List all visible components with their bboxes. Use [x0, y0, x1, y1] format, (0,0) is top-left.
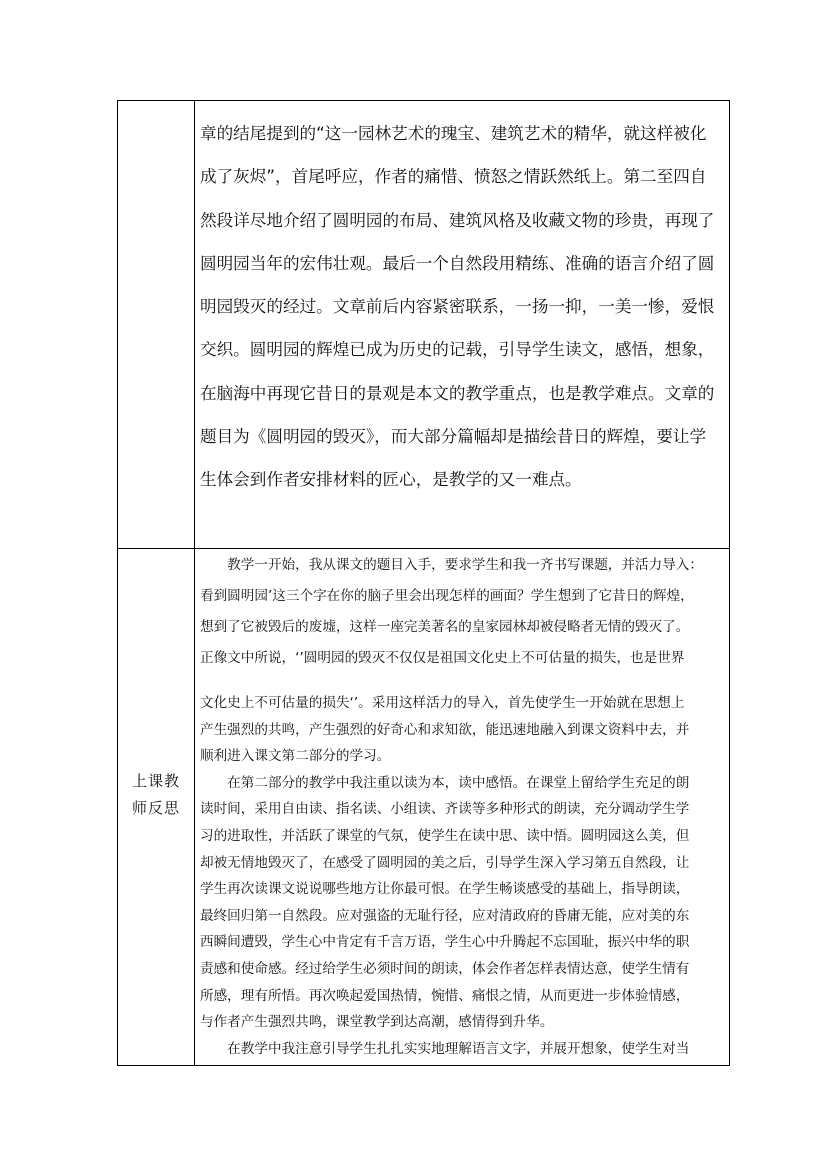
reflection-label [118, 768, 194, 822]
reflection-label-line: 上课教 [131, 772, 180, 790]
analysis-line: 在脑海中再现它昔日的景观是本文的教学重点，也是教学难点。文章的 [200, 383, 715, 403]
analysis-line: 成了灰烬”，首尾呼应，作者的痛惜、愤怒之情跃然纸上。第二至四自 [200, 167, 707, 187]
reflection-line: 教学一开始，我从课文的题目入手，要求学生和我一齐书写课题，并活力导入： [200, 557, 703, 573]
reflection-line: 责感和使命感。经过给学生必须时间的朗读，体会作者怎样表情达意，使学生情有 [200, 960, 690, 977]
column-divider [194, 101, 195, 1065]
reflection-line: 产生强烈的共鸣，产生强烈的好奇心和求知欲，能迅速地融入到课文资料中去，并 [200, 721, 690, 738]
text-analysis-cell [200, 112, 722, 502]
reflection-label-line: 师反思 [131, 799, 180, 817]
reflection-line: 所感，理有所悟。再次唤起爱国热情，惋惜、痛恨之情，从而更进一步体验情感， [200, 987, 690, 1004]
reflection-line: 在教学中我注意引导学生扎扎实实地理解语言文字，并展开想象，使学生对当 [200, 1040, 690, 1057]
analysis-line: 明园毁灭的经过。文章前后内容紧密联系，一扬一抑，一美一惨，爱恨 [200, 297, 715, 317]
reflection-line: 习的进取性，并活跃了课堂的气氛，使学生在读中思、读中悟。圆明园这么美，但 [200, 827, 690, 844]
reflection-line: 读时间，采用自由读、指名读、小组读、齐读等多种形式的朗读，充分调动学生学 [200, 801, 690, 818]
analysis-line: 生体会到作者安排材料的匠心，是教学的又一难点。 [200, 470, 582, 490]
analysis-line: 交织。圆明园的辉煌已成为历史的记载，引导学生读文，感悟，想象， [200, 340, 715, 360]
reflection-line: 西瞬间遭毁，学生心中肯定有千言万语，学生心中升腾起不忘国耻，振兴中华的职 [200, 934, 690, 951]
reflection-line: 学生再次读课文说说哪些地方让你最可恨。在学生畅谈感受的基础上，指导朗读， [200, 881, 690, 898]
reflection-line: 却被无情地毁灭了，在感受了圆明园的美之后，引导学生深入学习第五自然段，让 [200, 854, 690, 871]
reflection-line: 最终回归第一自然段。应对强盗的无耻行径，应对清政府的昏庸无能，应对美的东 [200, 907, 690, 924]
reflection-line: 顺利进入课文第二部分的学习。 [200, 748, 391, 765]
analysis-line: 圆明园当年的宏伟壮观。最后一个自然段用精练、准确的语言介绍了圆 [200, 253, 715, 273]
reflection-line: 文化史上不可估量的损失‘’。采用这样活力的导入，首先使学生一开始就在思想上 [200, 695, 685, 711]
reflection-line: 想到了它被毁后的废墟，这样一座完美著名的皇家园林却被侵略者无情的毁灭了。 [200, 619, 690, 635]
teaching-reflection-cell [200, 550, 728, 1062]
reflection-line: 看到圆明园’这三个字在你的脑子里会出现怎样的画面？学生想到了它昔日的辉煌， [200, 588, 694, 604]
paragraph-gap [200, 674, 728, 690]
analysis-line: 章的结尾提到的“这一园林艺术的瑰宝、建筑艺术的精华，就这样被化 [200, 124, 707, 143]
reflection-line: 与作者产生强烈共鸣，课堂教学到达高潮，感情得到升华。 [200, 1014, 554, 1031]
analysis-line: 然段详尽地介绍了圆明园的布局、建筑风格及收藏文物的珍贵，再现了 [200, 210, 715, 230]
row-divider [118, 548, 729, 549]
reflection-line: 在第二部分的教学中我注重以读为本，读中感悟。在课堂上留给学生充足的朗 [200, 774, 690, 791]
analysis-line: 题目为《圆明园的毁灭》，而大部分篇幅却是描绘昔日的辉煌，要让学 [200, 427, 707, 447]
reflection-line: 正像文中所说，‘’圆明园的毁灭不仅仅是祖国文化史上不可估量的损失，也是世界 [200, 650, 685, 666]
